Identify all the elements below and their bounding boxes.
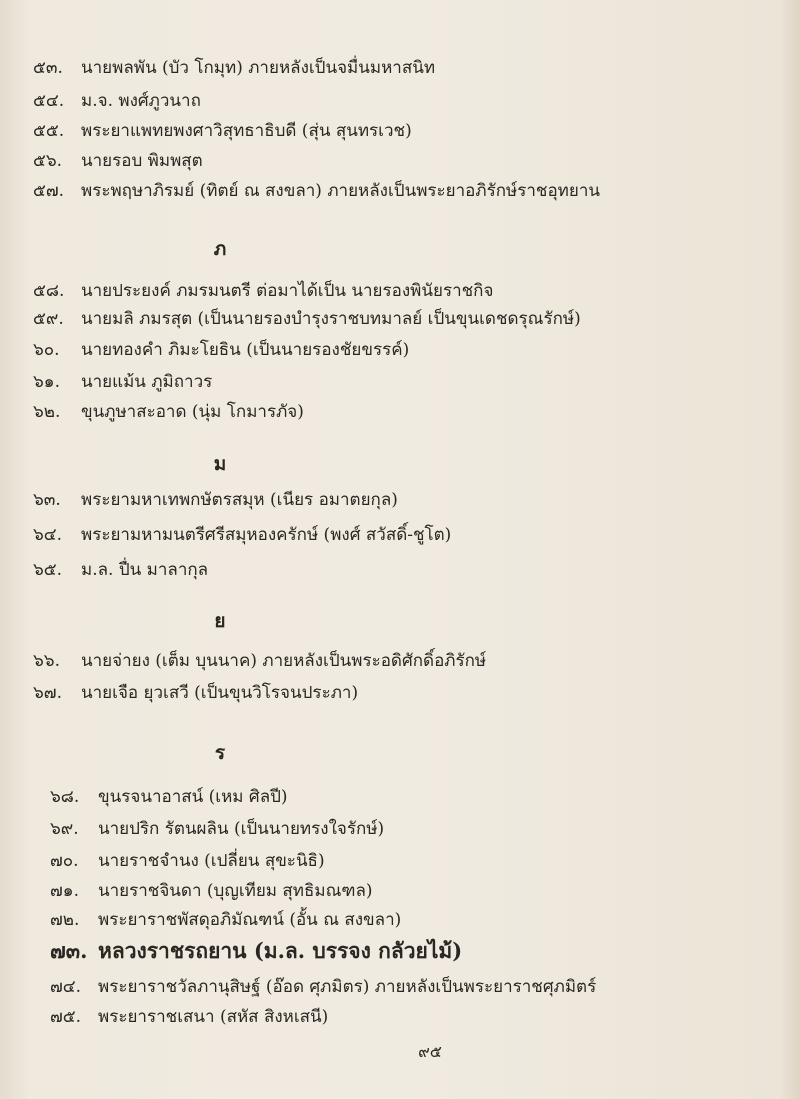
list-item: ๕๙. นายมลิ ภมรสุต (เป็นนายรองบำรุงราชบทมาลย์ เป็นขุนเดชดรุณรักษ์)	[33, 309, 581, 329]
list-item: ๕๔. ม.จ. พงศ์ภูวนาถ	[33, 91, 201, 111]
list-item: ๖๖. นายจ่ายง (เต็ม บุนนาค) ภายหลังเป็นพระอดิศักดิ์อภิรักษ์	[33, 651, 487, 671]
list-item: ๖๓. พระยามหาเทพกษัตรสมุห (เนียร อมาตยกุล)	[33, 490, 398, 510]
list-item: ๕๗. พระพฤษาภิรมย์ (ทิตย์ ณ สงขลา) ภายหลังเป็นพระยาอภิรักษ์ราชอุทยาน	[33, 181, 600, 201]
list-item: ๗๐. นายราชจำนง (เปลี่ยน สุขะนิธิ)	[50, 851, 325, 871]
list-item: ๖๘. ขุนรจนาอาสน์ (เหม ศิลปี)	[50, 787, 288, 807]
list-item: ๖๔. พระยามหามนตรีศรีสมุหองครักษ์ (พงศ์ สวัสดิ์-ชูโต)	[33, 525, 452, 545]
list-item: ๖๑. นายแม้น ภูมิถาวร	[33, 372, 213, 392]
page-number: ๙๕	[418, 1042, 442, 1061]
section-heading: ร	[214, 742, 226, 764]
section-heading: ภ	[213, 238, 227, 260]
list-item: ๖๗. นายเจือ ยุวเสวี (เป็นขุนวิโรจนประภา)	[33, 683, 359, 703]
list-item: ๕๕. พระยาแพทยพงศาวิสุทธาธิบดี (สุ่น สุนทรเวช)	[33, 121, 412, 141]
section-heading: ย	[214, 610, 226, 632]
list-item: ๗๕. พระยาราชเสนา (สหัส สิงหเสนี)	[50, 1007, 329, 1027]
list-item: ๕๓. นายพลพัน (บัว โกมุท) ภายหลังเป็นจมื่นมหาสนิท	[33, 58, 436, 78]
list-item: ๗๑. นายราชจินดา (บุญเทียม สุทธิมณฑล)	[50, 881, 373, 901]
list-item: ๖๒. ขุนภูษาสะอาด (นุ่ม โกมารภัจ)	[33, 402, 304, 422]
list-item: ๕๖. นายรอบ พิมพสุต	[33, 151, 203, 171]
section-heading: ม	[213, 453, 227, 475]
list-item: ๖๐. นายทองคำ ภิมะโยธิน (เป็นนายรองชัยขรรค์)	[33, 340, 410, 360]
list-item: ๗๓. หลวงราชรถยาน (ม.ล. บรรจง กลัวยไม้)	[50, 938, 463, 963]
list-item: ๗๒. พระยาราชพัสดุอภิมัณฑน์ (อั้น ณ สงขลา)	[50, 910, 402, 930]
list-item: ๗๔. พระยาราชวัลภานุสิษฐ์ (อ๊อด ศุภมิตร) ภายหลังเป็นพระยาราชศุภมิตร์	[50, 977, 597, 997]
list-item: ๖๙. นายปริก รัตนผลิน (เป็นนายทรงใจรักษ์)	[50, 819, 385, 839]
list-item: ๖๕. ม.ล. ปื่น มาลากุล	[33, 560, 209, 580]
list-item: ๕๘. นายประยงค์ ภมรมนตรี ต่อมาได้เป็น นายรองพินัยราชกิจ	[33, 281, 494, 301]
